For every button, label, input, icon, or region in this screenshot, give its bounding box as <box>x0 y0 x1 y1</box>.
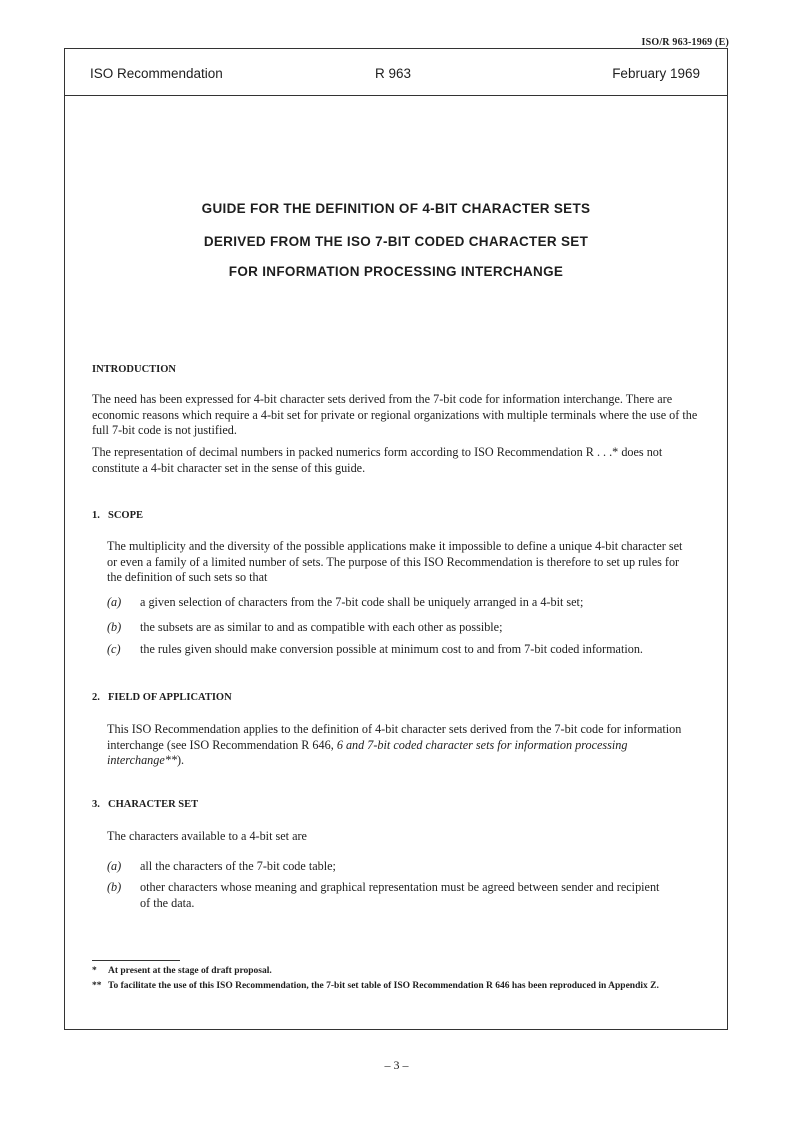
charset-item-a: (a) all the characters of the 7-bit code table; <box>107 859 336 873</box>
scope-heading: 1. SCOPE <box>92 510 144 521</box>
title-line-1: GUIDE FOR THE DEFINITION OF 4-BIT CHARACTER SETS <box>201 201 591 216</box>
introduction-heading: INTRODUCTION <box>92 364 177 375</box>
introduction-paragraph-2: The representation of decimal numbers in packed numerics form according to ISO Recommendation R . . .* does not constitute a 4-bit character set in the sense of this guide. <box>92 445 663 475</box>
header-series: ISO Recommendation <box>90 66 223 81</box>
footnote-1: * At present at the stage of draft proposal. <box>92 966 272 976</box>
scope-item-b: (b) the subsets are as similar to and as compatible with each other as possible; <box>107 620 503 634</box>
page-frame <box>64 48 728 1030</box>
field-heading: 2. FIELD OF APPLICATION <box>92 692 232 703</box>
charset-item-b: (b) other characters whose meaning and graphical representation must be agreed between sender and recipient of the data. <box>107 880 660 910</box>
document-reference: ISO/R 963-1969 (E) <box>641 37 729 48</box>
charset-paragraph: The characters available to a 4-bit set are <box>107 829 307 843</box>
charset-heading: 3. CHARACTER SET <box>92 799 199 810</box>
scope-paragraph: The multiplicity and the diversity of the possible applications make it impossible to define a unique 4-bit character set or even a family of a limited number of sets. The purpose of this ISO Recommendation is therefore to set up rules for the definition of such sets so that <box>107 539 683 584</box>
footnote-rule <box>92 960 180 961</box>
field-paragraph: This ISO Recommendation applies to the definition of 4-bit character sets derived from the 7-bit code for information interchange (see ISO Recommendation R 646, 6 and 7-bit coded character sets for information processing interchange**). <box>107 722 682 767</box>
scope-item-a: (a) a given selection of characters from the 7-bit code shall be uniquely arranged in a 4-bit set; <box>107 595 584 609</box>
header-number: R 963 <box>375 66 412 81</box>
page-number: – 3 – <box>384 1058 409 1072</box>
introduction-paragraph-1: The need has been expressed for 4-bit character sets derived from the 7-bit code for information interchange. There are economic reasons which require a 4-bit set for private or regional organizations with multiple terminals where the use of the full 7-bit code is not justified. <box>92 392 698 437</box>
scope-item-c: (c) the rules given should make conversion possible at minimum cost to and from 7-bit coded information. <box>107 642 643 656</box>
header-bar <box>65 49 727 96</box>
footnote-2: ** To facilitate the use of this ISO Recommendation, the 7-bit set table of ISO Recommendation R 646 has been reproduced in Appendix Z. <box>92 981 659 991</box>
header-date: February 1969 <box>612 66 700 81</box>
title-line-3: FOR INFORMATION PROCESSING INTERCHANGE <box>228 264 564 279</box>
title-line-2: DERIVED FROM THE ISO 7-BIT CODED CHARACTER SET <box>203 234 589 249</box>
